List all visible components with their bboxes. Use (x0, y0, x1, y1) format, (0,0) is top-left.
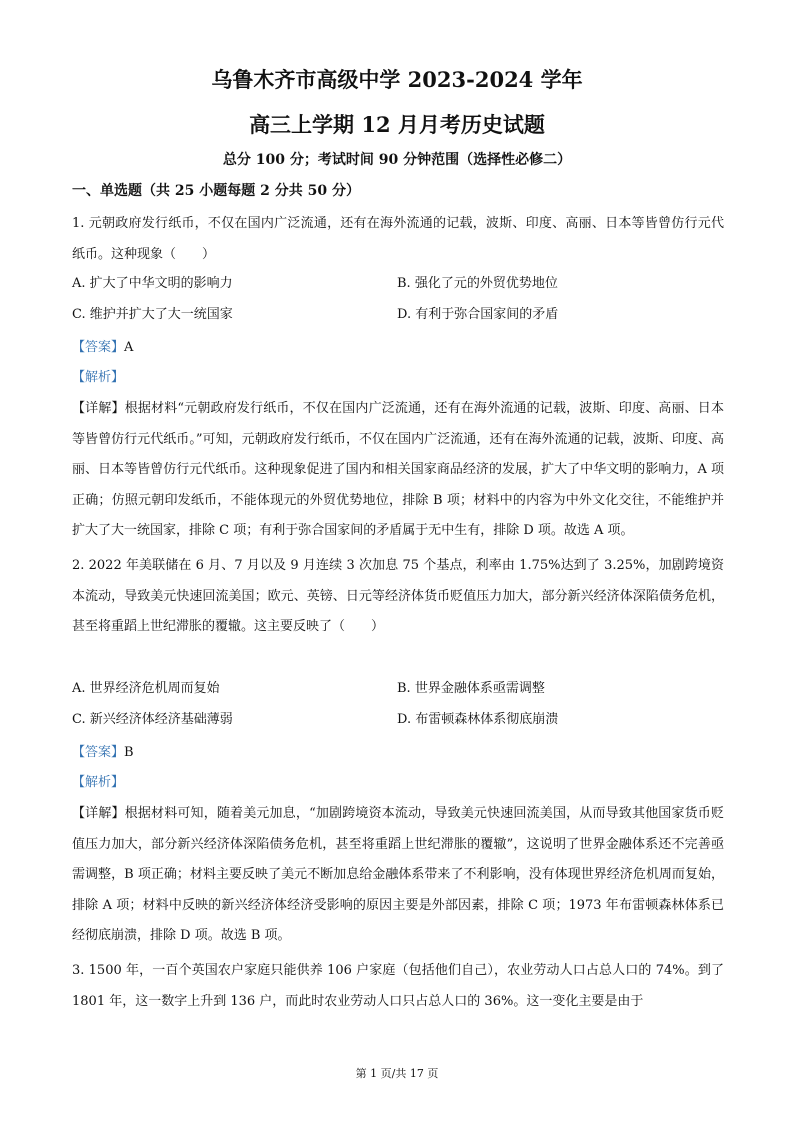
exam-title-line1: 乌鲁木齐市高级中学 2023-2024 学年 (211, 67, 583, 92)
question-2-options-row2 (72, 705, 724, 735)
question-1-option-a: A. 扩大了中华文明的影响力 (72, 276, 233, 291)
question-1-answer (72, 333, 133, 363)
question-2-answer (72, 738, 134, 768)
question-1-option-d: D. 有利于弥合国家间的矛盾 (397, 307, 559, 322)
answer-value: B (124, 745, 134, 760)
question-1-options-row2 (72, 300, 724, 330)
detail-text: 根据材料可知，随着美元加息，“加剧跨境资本流动，导致美元快速回流美国，从而导致其他国家货币贬值压力加大，部分新兴经济体深陷债务危机，甚至将重蹈上世纪滞胀的覆辙”，这说明了世界金融体系还不完善亟需调整，B 项正确；材料主要反映了美元不断加息给金融体系带来了不利影响，没有体现世界经济危机周而复始，排除 A 项；材料中反映的新兴经济体经济受影响的原因主要是外部因素，排除 C 项；1973 年布雷顿森林体系已经彻底崩溃，排除 D 项。故选 B 项。 (72, 806, 724, 944)
detail-label: 【详解】 (72, 401, 125, 416)
answer-value: A (124, 340, 134, 355)
exam-subtitle: 总分 100 分；考试时间 90 分钟范围（选择性必修二） (222, 152, 572, 168)
question-2-detail (72, 799, 724, 952)
question-2-analysis-label: 【解析】 (72, 775, 125, 790)
question-2-option-c: C. 新兴经济体经济基础薄弱 (72, 712, 233, 727)
page-footer: 第 1 页/共 17 页 (355, 1067, 439, 1080)
question-1-option-c: C. 维护并扩大了大一统国家 (72, 307, 233, 322)
question-1-detail (72, 394, 724, 547)
question-2-option-d: D. 布雷顿森林体系彻底崩溃 (397, 712, 559, 727)
question-1-options-row1 (72, 269, 724, 299)
question-2-option-b: B. 世界金融体系亟需调整 (397, 681, 545, 696)
answer-label: 【答案】 (72, 745, 125, 760)
exam-title-line2: 高三上学期 12 月月考历史试题 (249, 112, 545, 137)
question-1-option-b: B. 强化了元的外贸优势地位 (397, 276, 558, 291)
question-2-option-a: A. 世界经济危机周而复始 (72, 681, 220, 696)
detail-text: 根据材料“元朝政府发行纸币，不仅在国内广泛流通，还有在海外流通的记载，波斯、印度、高丽、日本等皆曾仿行元代纸币。”可知，元朝政府发行纸币，不仅在国内广泛流通，还有在海外流通的记载，波斯、印度、高丽、日本等皆曾仿行元代纸币。这种现象促进了国内和相关国家商品经济的发展，扩大了中华文明的影响力，A 项正确；仿照元朝印发纸币，不能体现元的外贸优势地位，排除 B 项；材料中的内容为中外文化交往，不能维护并扩大了大一统国家，排除 C 项；有利于弥合国家间的矛盾属于无中生有，排除 D 项。故选 A 项。 (72, 401, 724, 539)
question-3-stem: 3. 1500 年，一百个英国农户家庭只能供养 106 户家庭（包括他们自己），农业劳动人口占总人口的 74%。到了 1801 年，这一数字上升到 136 户，而此时农业劳动人口只占总人口的 36%。这一变化主要是由于 (72, 963, 724, 1009)
section-title: 一、单选题（共 25 小题每题 2 分共 50 分） (72, 183, 360, 199)
question-2-stem: 2. 2022 年美联储在 6 月、7 月以及 9 月连续 3 次加息 75 个基点，利率由 1.75%达到了 3.25%，加剧跨境资本流动，导致美元快速回流美国；欧元、英镑、日元等经济体货币贬值压力加大，部分新兴经济体深陷债务危机，甚至将重蹈上世纪滞胀的覆辙。这主要反映了（ ） (72, 558, 724, 635)
question-2-options-row1 (72, 674, 724, 704)
detail-label: 【详解】 (72, 806, 125, 821)
question-1-analysis-label: 【解析】 (72, 370, 125, 385)
answer-label: 【答案】 (72, 340, 125, 355)
question-1-stem: 1. 元朝政府发行纸币，不仅在国内广泛流通，还有在海外流通的记载，波斯、印度、高丽、日本等皆曾仿行元代纸币。这种现象（ ） (72, 216, 724, 262)
